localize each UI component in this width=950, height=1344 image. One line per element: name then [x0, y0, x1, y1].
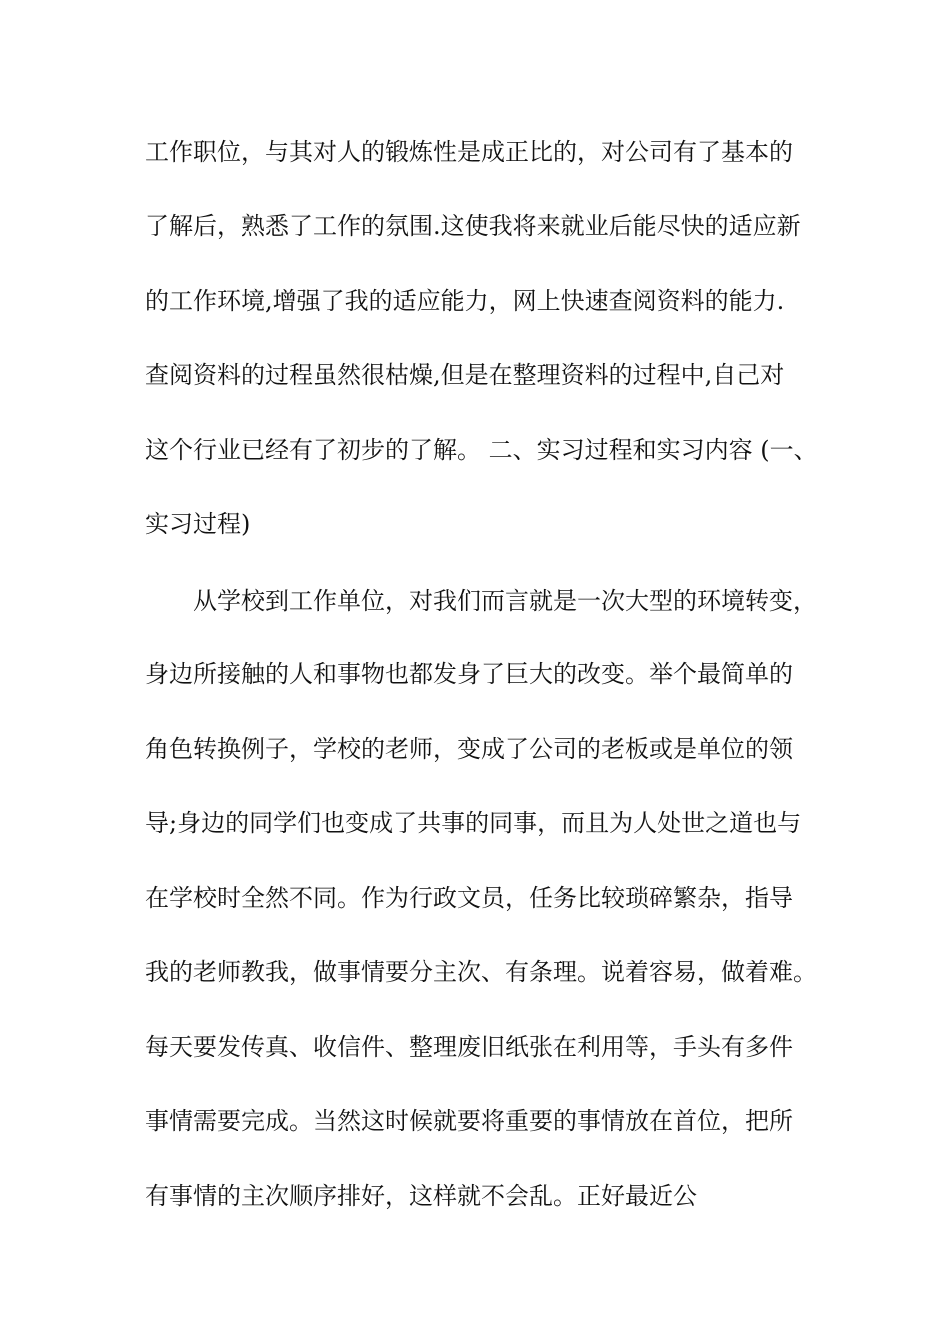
text-line: 这个行业已经有了初步的了解。 二、实习过程和实习内容 (一、	[145, 436, 818, 464]
text-line: 每天要发传真、收信件、整理废旧纸张在利用等，手头有多件	[145, 1033, 793, 1061]
text-line: 身边所接触的人和事物也都发身了巨大的改变。举个最简单的	[145, 660, 793, 688]
text-line: 的工作环境,增强了我的适应能力，网上快速查阅资料的能力.	[145, 287, 785, 315]
text-line: 我的老师教我，做事情要分主次、有条理。说着容易，做着难。	[145, 958, 817, 986]
text-line: 查阅资料的过程虽然很枯燥,但是在整理资料的过程中,自己对	[145, 361, 785, 389]
text-line: 事情需要完成。当然这时候就要将重要的事情放在首位，把所	[145, 1107, 793, 1135]
text-line: 工作职位，与其对人的锻炼性是成正比的，对公司有了基本的	[145, 138, 793, 166]
text-line: 在学校时全然不同。作为行政文员，任务比较琐碎繁杂，指导	[145, 884, 793, 912]
paragraph-first-line: 从学校到工作单位，对我们而言就是一次大型的环境转变，	[193, 587, 817, 615]
text-line: 角色转换例子，学校的老师，变成了公司的老板或是单位的领	[145, 735, 793, 763]
text-line: 导;身边的同学们也变成了共事的同事，而且为人处世之道也与	[145, 809, 802, 837]
text-line: 实习过程)	[145, 510, 251, 538]
text-line: 有事情的主次顺序排好，这样就不会乱。正好最近公	[145, 1182, 697, 1210]
text-line: 了解后，熟悉了工作的氛围.这使我将来就业后能尽快的适应新	[145, 212, 801, 240]
